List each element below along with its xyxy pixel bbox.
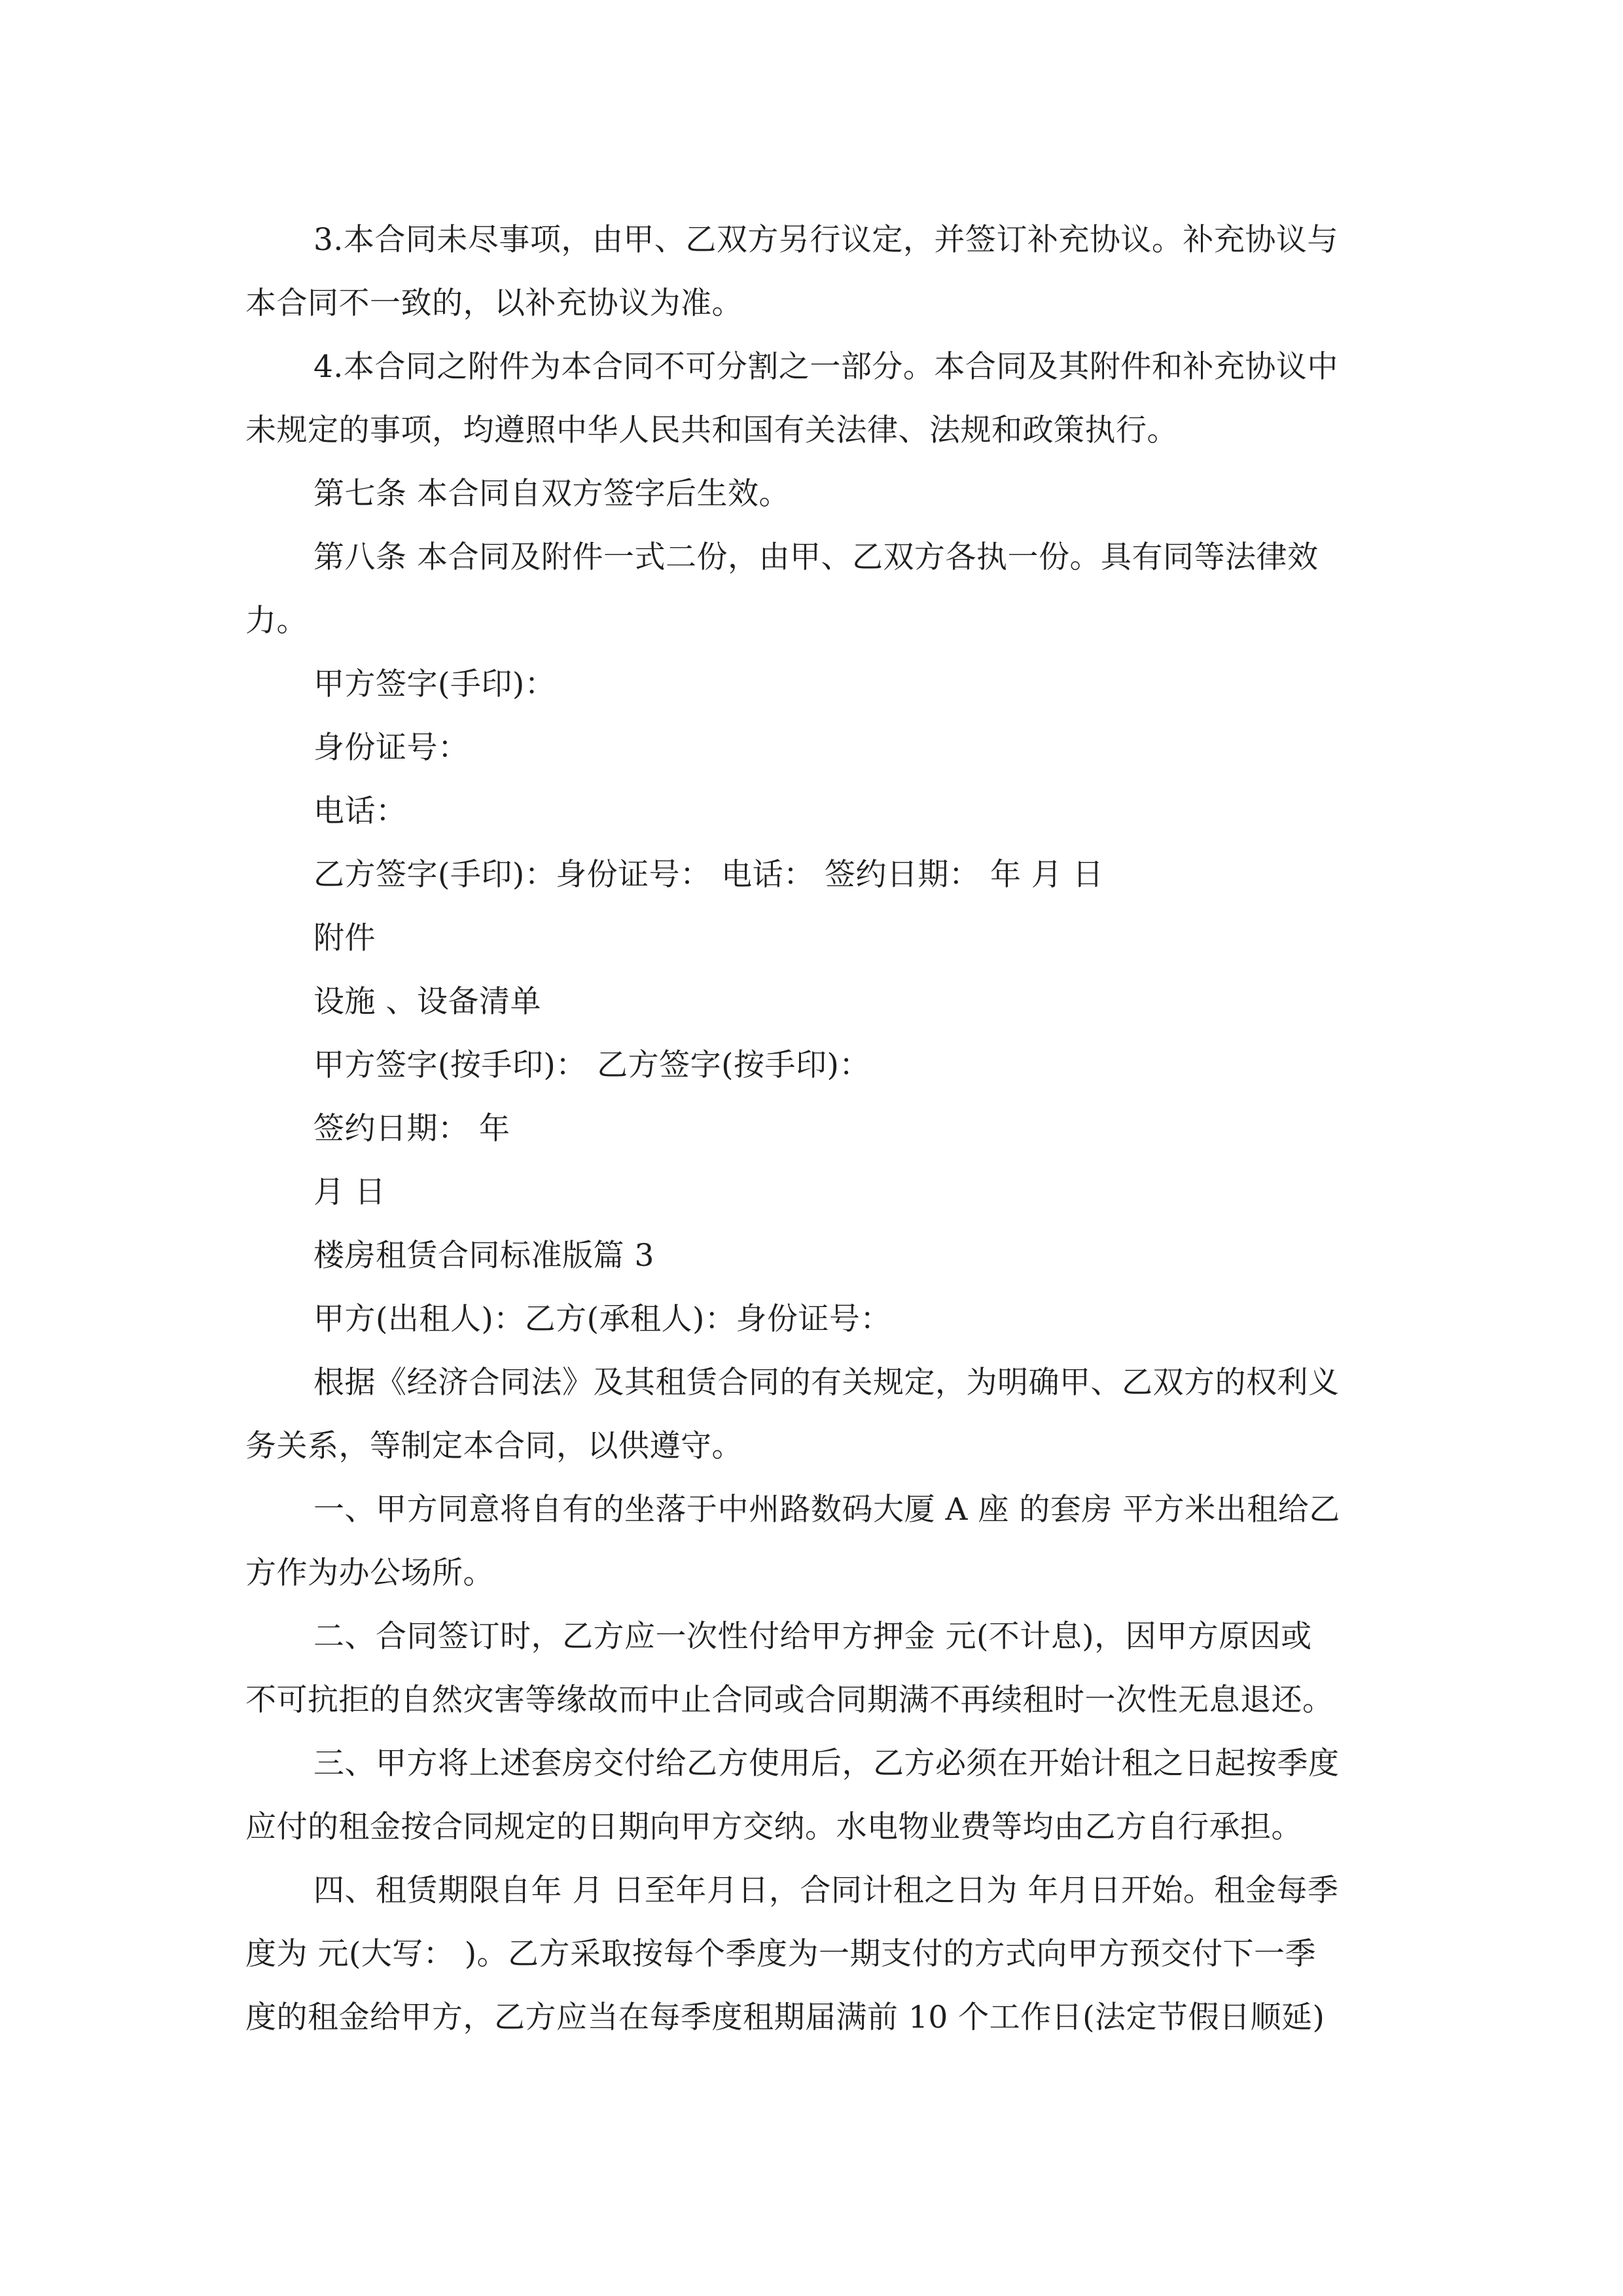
text-line: 二、合同签订时，乙方应一次性付给甲方押金 元(不计息)，因甲方原因或 [313, 1619, 1312, 1655]
text-line: 4.本合同之附件为本合同不可分割之一部分。本合同及其附件和补充协议中 [313, 349, 1338, 385]
signing-date [245, 1097, 1378, 1160]
party-b-signature [245, 843, 1378, 906]
paragraph-1 [245, 208, 1378, 335]
id-number-label [245, 716, 1378, 780]
equipment-list-heading [245, 970, 1378, 1033]
paragraph-2 [245, 335, 1378, 462]
attachment-heading [245, 906, 1378, 970]
article-eight [245, 526, 1378, 653]
text-line: 一、甲方同意将自有的坐落于中州路数码大厦 A 座 的套房 平方米出租给乙 [313, 1492, 1340, 1528]
clause-four [245, 1859, 1378, 2049]
text-line: 3.本合同未尽事项，由甲、乙双方另行议定，并签订补充协议。补充协议与 [313, 222, 1338, 258]
attachment-signatures [245, 1033, 1378, 1097]
text-line: 设施 、设备清单 [313, 984, 541, 1020]
party-a-signature [245, 653, 1378, 716]
text-line: 月 日 [313, 1174, 386, 1210]
section-title [245, 1224, 1378, 1287]
clause-one [245, 1478, 1378, 1605]
text-line: 不可抗拒的自然灾害等缘故而中止合同或合同期满不再续租时一次性无息退还。 [245, 1682, 1334, 1718]
text-line: 第七条 本合同自双方签字后生效。 [313, 476, 790, 512]
text-line: 甲方(出租人)：乙方(承租人)：身份证号： [313, 1301, 891, 1337]
text-line: 本合同不一致的，以补充协议为准。 [245, 285, 743, 321]
text-line: 方作为办公场所。 [245, 1555, 494, 1591]
text-line: 电话： [313, 793, 407, 829]
phone-label [245, 780, 1378, 843]
document-page [245, 208, 1378, 2049]
text-line: 身份证号： [313, 730, 469, 766]
parties-line [245, 1287, 1378, 1351]
article-seven [245, 462, 1378, 526]
text-line: 四、租赁期限自年 月 日至年月日，合同计租之日为 年月日开始。租金每季 [313, 1873, 1339, 1909]
text-line: 根据《经济合同法》及其租赁合同的有关规定，为明确甲、乙双方的权利义 [313, 1365, 1340, 1401]
text-line: 度为 元(大写： )。乙方采取按每个季度为一期支付的方式向甲方预交付下一季 [245, 1936, 1317, 1972]
text-line: 应付的租金按合同规定的日期向甲方交纳。水电物业费等均由乙方自行承担。 [245, 1809, 1302, 1845]
text-line: 三、甲方将上述套房交付给乙方使用后，乙方必须在开始计租之日起按季度 [313, 1746, 1340, 1782]
preamble [245, 1351, 1378, 1478]
signing-date-continued [245, 1160, 1378, 1224]
text-line: 务关系，等制定本合同，以供遵守。 [245, 1428, 743, 1464]
text-line: 楼房租赁合同标准版篇 3 [313, 1238, 654, 1274]
text-line: 第八条 本合同及附件一式二份，由甲、乙双方各执一份。具有同等法律效 [313, 539, 1319, 575]
text-line: 未规定的事项，均遵照中华人民共和国有关法律、法规和政策执行。 [245, 412, 1178, 448]
text-line: 甲方签字(按手印)： 乙方签字(按手印)： [313, 1047, 870, 1083]
text-line: 附件 [313, 920, 376, 956]
clause-three [245, 1732, 1378, 1859]
text-line: 力。 [245, 603, 308, 639]
text-line: 度的租金给甲方，乙方应当在每季度租期届满前 10 个工作日(法定节假日顺延) [245, 2000, 1325, 2036]
text-line: 签约日期： 年 [313, 1111, 510, 1147]
text-line: 乙方签字(手印)：身份证号： 电话： 签约日期： 年 月 日 [313, 857, 1104, 893]
clause-two [245, 1605, 1378, 1732]
text-line: 甲方签字(手印)： [313, 666, 556, 702]
